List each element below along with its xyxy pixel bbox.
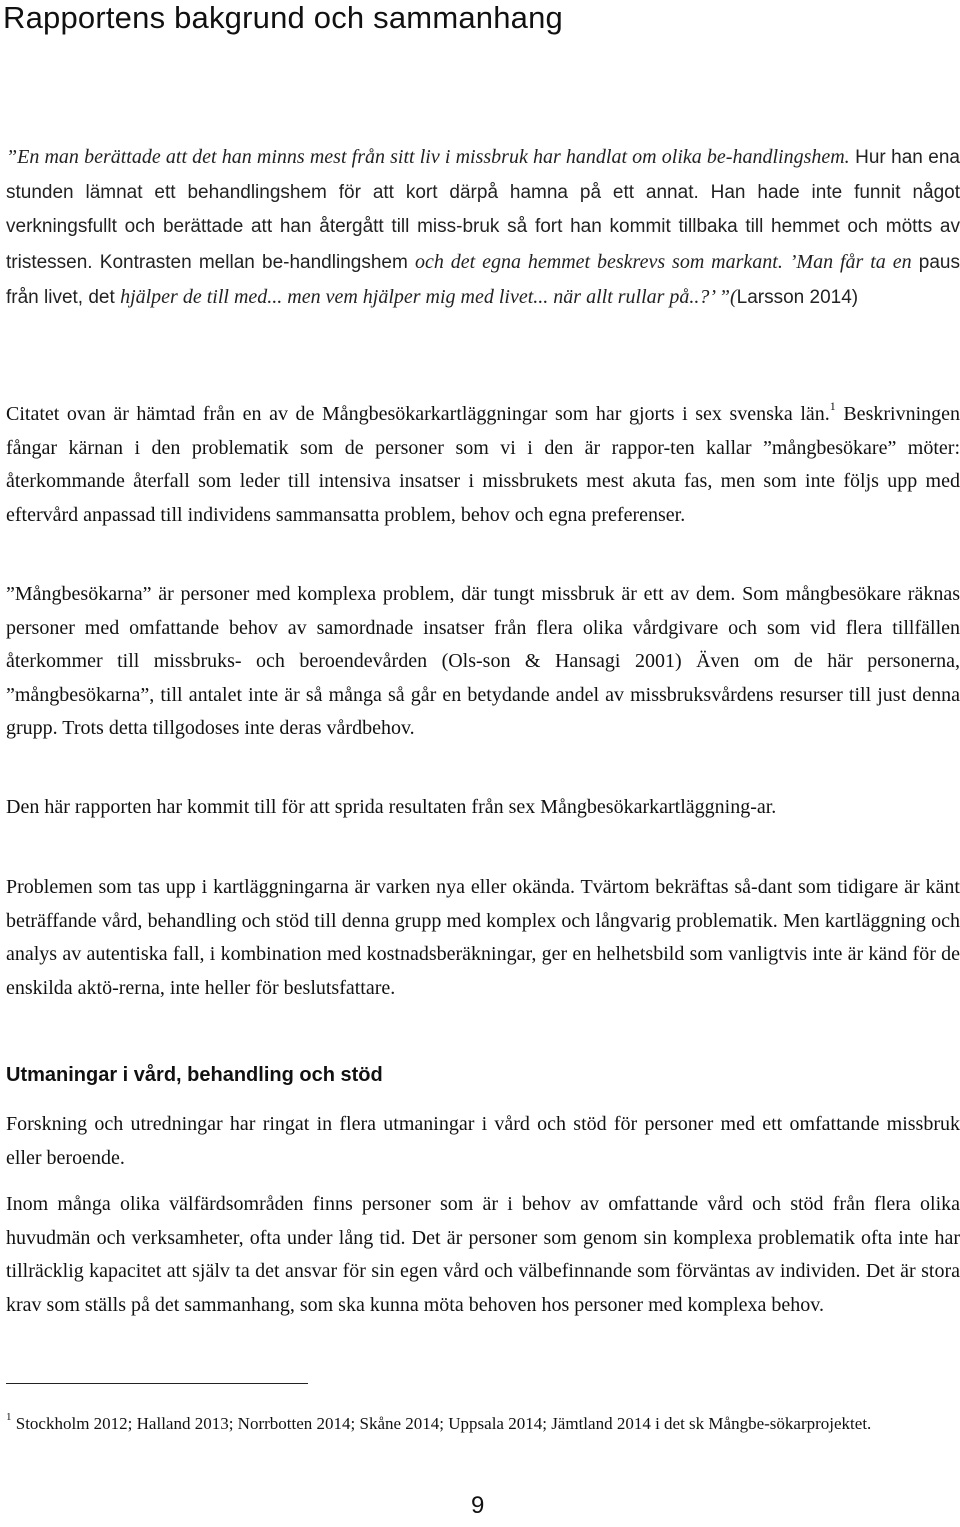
paragraph-mangbesokare: ”Mångbesökarna” är personer med komplexa problem, där tungt missbruk är ett av dem. Som mångbesökare räknas personer med omfattande behov av samordnade insatser från flera olika vårdgivare och som vid flera tillfällen återkommer till missbruks- och beroendevården (Ols-son & Hansagi 2001) Även om de här personerna, ”mångbesökarna”, till antalet inte är så många så går en betydande andel av missbruksvårdens resurser till just denna grupp. Trots detta tillgodoses inte deras vårdbehov. <box>6 583 960 739</box>
paragraph-welfare-areas: Inom många olika välfärdsområden finns personer som är i behov av omfattande vård och stöd från flera olika huvudmän och verksamheter, ofta under lång tid. Det är personer som genom sin komplexa problematik ofta inte har tillräcklig kapacitet att själv ta det ansvar för sin egen vård och välbefinnande som förväntas av individen. Det är stora krav som ställs på det sammanhang, som ska kunna möta behoven hos personer med komplexa behov. <box>6 1193 960 1316</box>
footnote-text: Stockholm 2012; Halland 2013; Norrbotten 2014; Skåne 2014; Uppsala 2014; Jämtland 2014 i det sk Mångbe-sökarprojektet. <box>11 1414 872 1433</box>
page-number: 9 <box>471 1492 485 1519</box>
paragraph-report-purpose: Den här rapporten har kommit till för att sprida resultaten från sex Mångbesökarkartläggning-ar. <box>6 796 777 818</box>
paragraph-problems: Problemen som tas upp i kartläggningarna är varken nya eller okända. Tvärtom bekräftas så-dant som tidigare är känt beträffande vård, behandling och stöd till denna grupp med komplex och långvarig problematik. Men kartläggning och analys av autentiska fall, i kombination med kostnadsberäkningar, ger en helhetsbild som vanligtvis inte är känd för de enskilda aktö-rerna, inte heller för beslutsfattare. <box>6 876 960 999</box>
quote-italic-5: hjälper de till med... men vem hjälper mig med livet... när allt rullar på..?’ ”( <box>120 286 737 309</box>
footnote-number: 1 <box>6 1411 12 1424</box>
quote-text-2: Hur han ena stunden lämnat ett behandlingshem för att kort därpå hamna på ett annat. Han hade inte funnit något verkningsfullt och berättade att han återgått till miss-bruk så fort han kommit tillbaka till hemmet och mötts av tristessen. Kontrasten mellan be-handlingshem <box>6 147 960 273</box>
footnote-divider <box>6 1383 308 1384</box>
footnote <box>6 1410 960 1438</box>
quote-citation: Larsson 2014) <box>736 287 859 309</box>
paragraph-research: Forskning och utredningar har ringat in flera utmaningar i vård och stöd för personer med ett omfattande missbruk eller beroende. <box>6 1113 960 1169</box>
footnote-reference: 1 <box>829 399 836 414</box>
opening-quote <box>6 140 960 316</box>
quote-text-4: paus från livet, det <box>6 251 960 309</box>
quote-italic-1: ”En man berättade att det han minns mest från sitt liv i missbruk har handlat om olika be-handlingshem. <box>6 146 850 168</box>
paragraph-text: Beskrivningen fångar kärnan i den problematik som de personer som vi i den är rappor-ten kallar ”mångbesökare” möter: återkommande återfall som leder till intensiva insatser i missbrukets mest akuta fas, men som inte följs upp med eftervård anpassad till individens sammansatta problem, behov och egna preferenser. <box>6 403 960 526</box>
page-title: Rapportens bakgrund och sammanhang <box>3 0 563 35</box>
paragraph-text: Citatet ovan är hämtad från en av de Mångbesökarkartläggningar som har gjorts i sex svenska län. <box>6 403 830 425</box>
section-heading: Utmaningar i vård, behandling och stöd <box>6 1064 383 1086</box>
paragraph-citation-source <box>6 398 960 532</box>
quote-italic-3: och det egna hemmet beskrevs som markant. ’Man får ta en <box>414 250 912 273</box>
